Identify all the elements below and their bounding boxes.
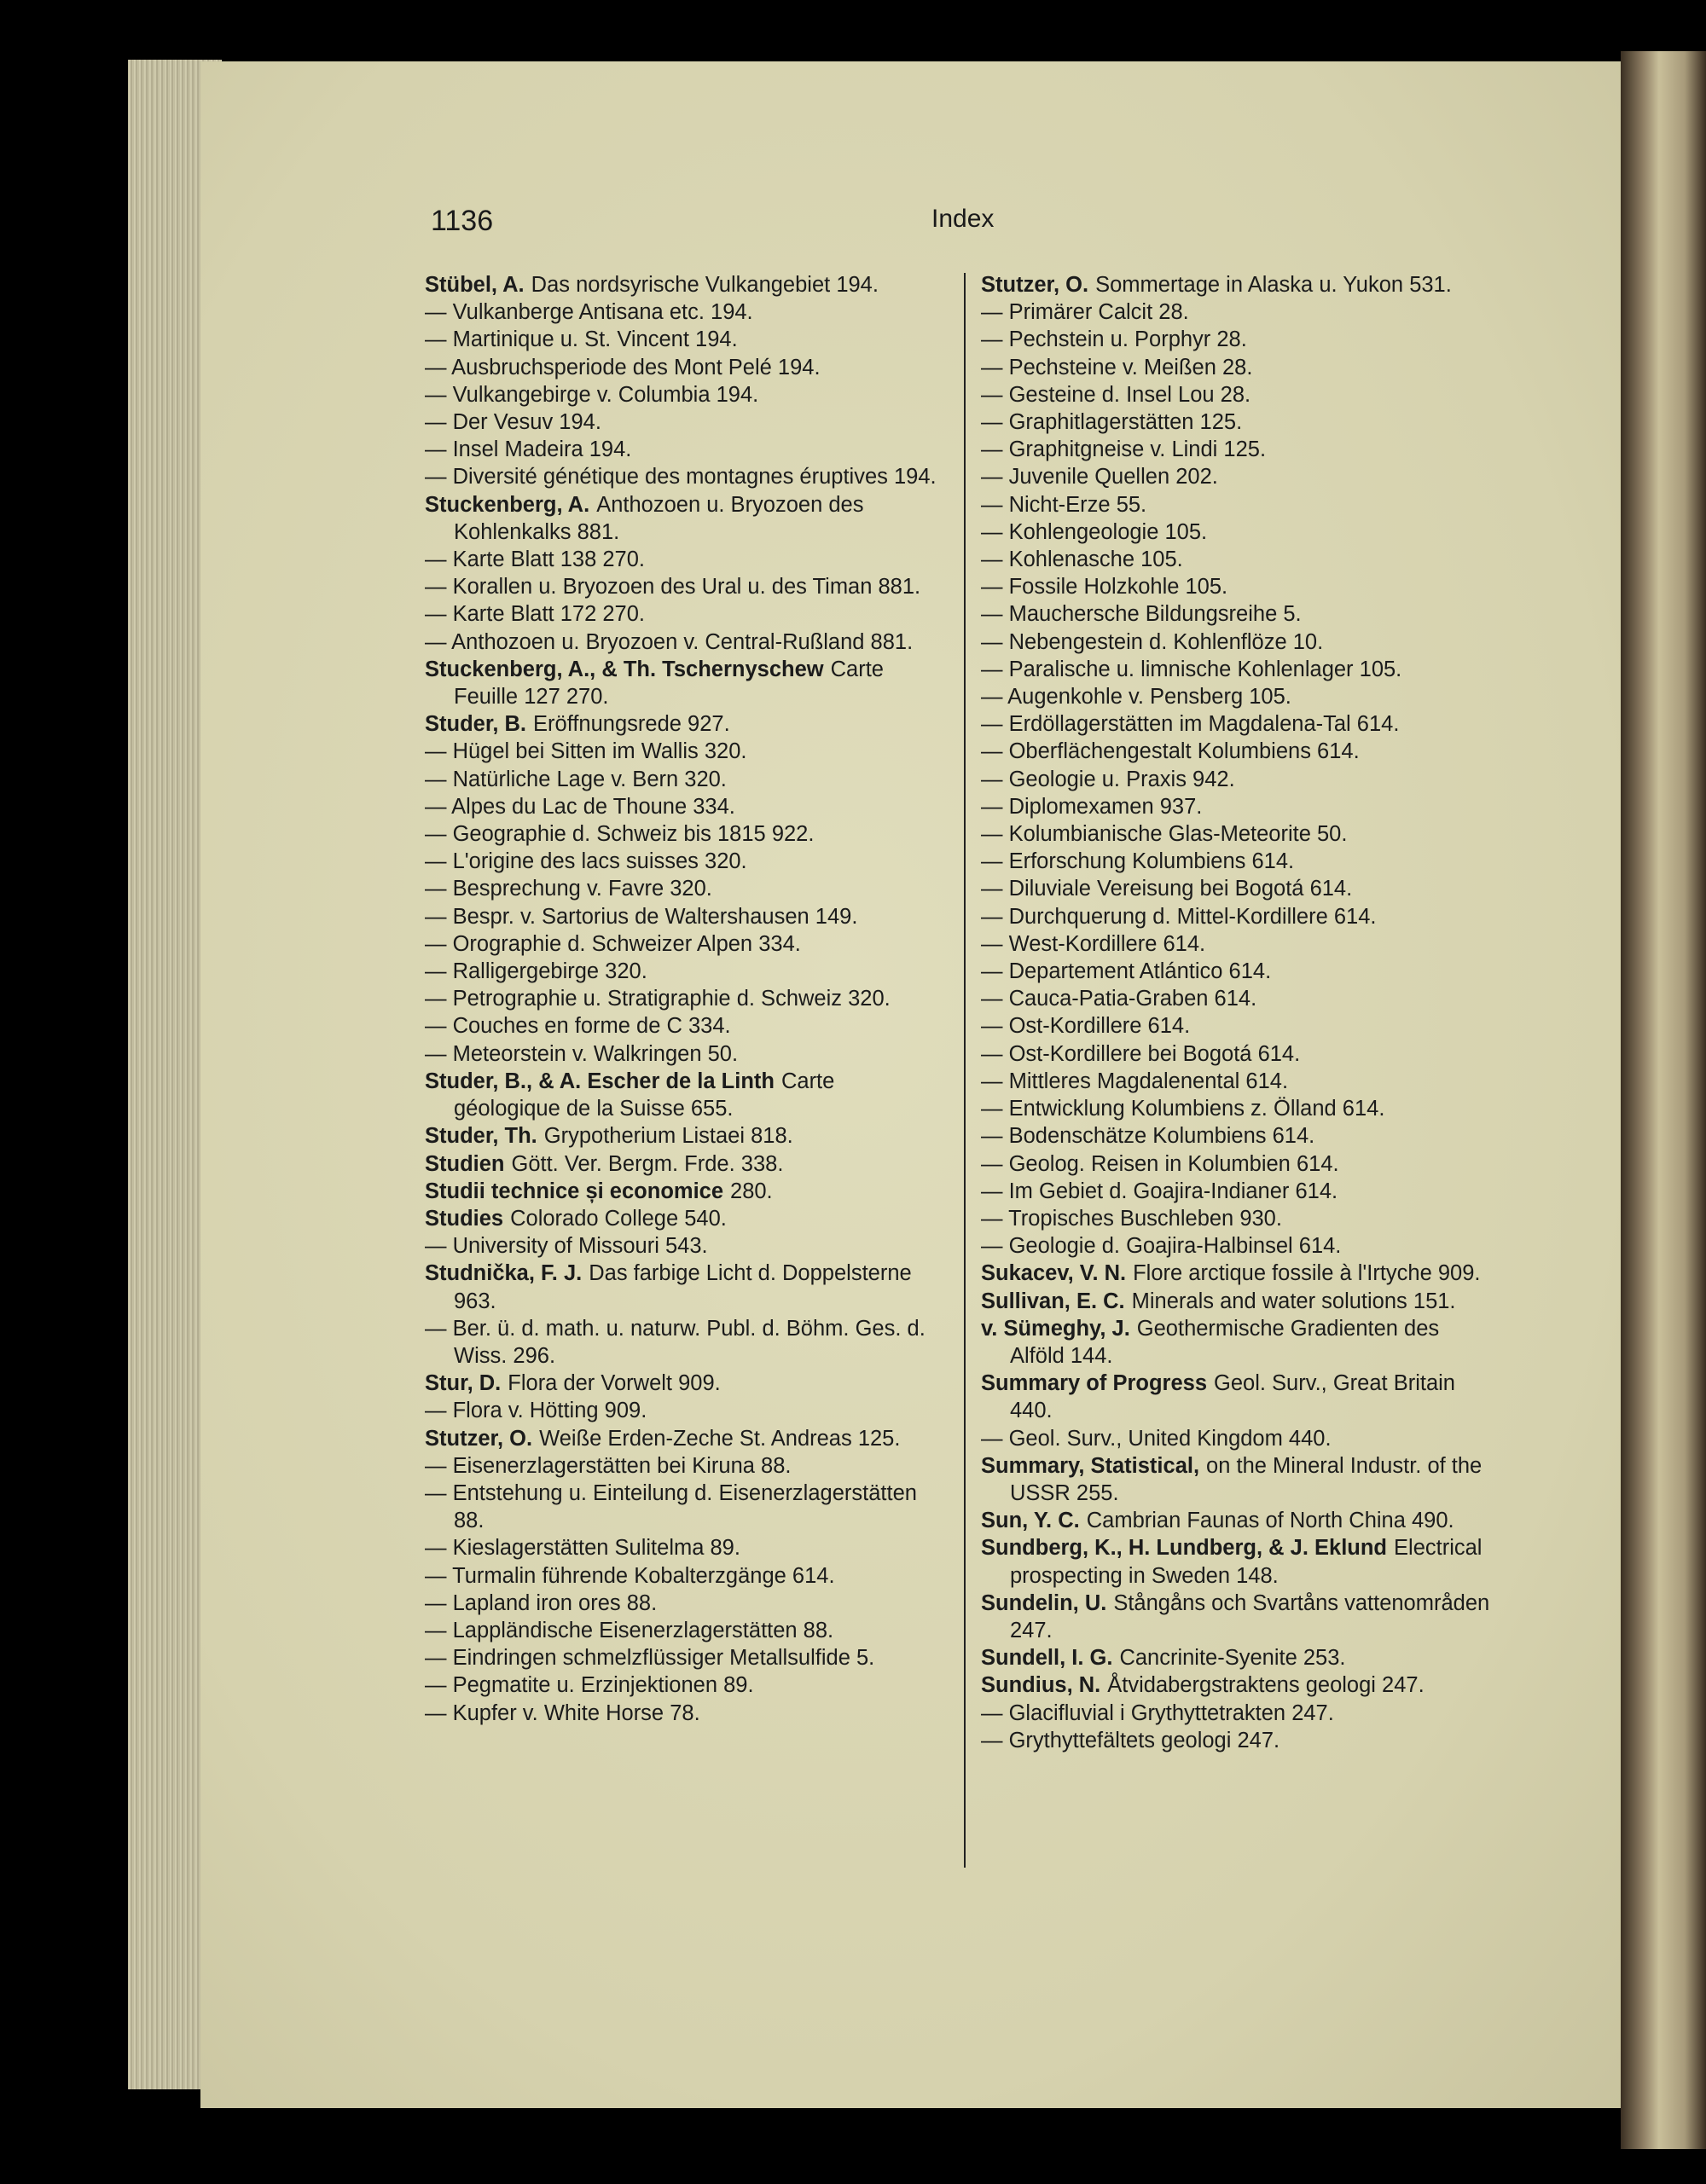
index-entry: [425, 930, 945, 958]
entry-heading: Studies: [425, 1206, 504, 1231]
entry-text: — Nebengestein d. Kohlenflöze 10.: [981, 629, 1324, 654]
index-entry: [425, 600, 945, 628]
entry-text: — Augenkohle v. Pensberg 105.: [981, 685, 1291, 710]
entry-text: — Nicht-Erze 55.: [981, 492, 1147, 517]
entry-text: — Insel Madeira 194.: [425, 437, 632, 462]
index-entry: [425, 710, 945, 738]
entry-text: — Graphitgneise v. Lindi 125.: [981, 437, 1267, 462]
entry-text: — Meteorstein v. Walkringen 50.: [425, 1041, 739, 1066]
entry-text: — Ausbruchsperiode des Mont Pelé 194.: [425, 355, 821, 379]
entry-text: — Eindringen schmelzflüssiger Metallsulfide 5.: [425, 1646, 875, 1671]
index-entry: [425, 1671, 945, 1699]
index-entry: [981, 600, 1497, 628]
entry-text: Flore arctique fossile à l'Irtyche 909.: [1133, 1261, 1481, 1286]
entry-heading: Stutzer, O.: [981, 273, 1089, 297]
entry-text: — Lappländische Eisenerzlagerstätten 88.: [425, 1618, 834, 1642]
entry-text: — Flora v. Hötting 909.: [425, 1399, 647, 1423]
entry-text: — Diversité génétique des montagnes éruptives 194.: [425, 465, 937, 490]
entry-text: — Geolog. Reisen in Kolumbien 614.: [981, 1151, 1339, 1176]
entry-text: — Ralligergebirge 320.: [425, 959, 647, 984]
index-entry: [981, 546, 1497, 573]
index-entry: [981, 903, 1497, 930]
index-entry: [981, 958, 1497, 985]
index-entry: [981, 1150, 1497, 1178]
index-entry: [425, 958, 945, 985]
entry-heading: Stübel, A.: [425, 273, 525, 297]
index-entry: [425, 573, 945, 600]
entry-text: — Alpes du Lac de Thoune 334.: [425, 794, 735, 819]
entry-text: Stångåns och Svartåns vattenområden 247.: [1010, 1590, 1490, 1642]
entry-text: Colorado College 540.: [510, 1206, 727, 1231]
entry-text: Eröffnungsrede 927.: [533, 712, 730, 737]
index-entry: [425, 820, 945, 848]
index-entry: [981, 1590, 1497, 1644]
entry-text: — Geologie u. Praxis 942.: [981, 767, 1235, 791]
entry-heading: Studnička, F. J.: [425, 1261, 583, 1286]
entry-heading: Sullivan, E. C.: [981, 1289, 1125, 1313]
index-entry: [981, 1370, 1497, 1424]
index-entry: [425, 491, 945, 546]
entry-text: — Mittleres Magdalenental 614.: [981, 1069, 1289, 1093]
index-entry: [981, 1700, 1497, 1727]
entry-text: — Martinique u. St. Vincent 194.: [425, 327, 738, 352]
entry-heading: Sun, Y. C.: [981, 1509, 1080, 1533]
index-column-left: [425, 271, 945, 1727]
entry-text: — Graphitlagerstätten 125.: [981, 410, 1243, 435]
index-entry: [981, 848, 1497, 875]
entry-heading: Studien: [425, 1151, 505, 1176]
index-entry: [981, 930, 1497, 958]
entry-text: — West-Kordillere 614.: [981, 931, 1206, 956]
index-entry: [981, 875, 1497, 902]
entry-text: — Ost-Kordillere bei Bogotá 614.: [981, 1041, 1301, 1066]
index-entry: [425, 271, 945, 298]
index-entry: [425, 1068, 945, 1122]
page-number: 1136: [431, 205, 494, 237]
index-entry: [425, 354, 945, 381]
index-entry: [425, 1700, 945, 1727]
entry-text: — Pechsteine v. Meißen 28.: [981, 355, 1253, 379]
index-column-right: [981, 271, 1497, 1754]
entry-text: — Geologie d. Goajira-Halbinsel 614.: [981, 1234, 1342, 1259]
entry-text: — Juvenile Quellen 202.: [981, 465, 1218, 490]
entry-text: — Bodenschätze Kolumbiens 614.: [981, 1124, 1315, 1149]
entry-text: — Im Gebiet d. Goajira-Indianer 614.: [981, 1179, 1338, 1203]
index-entry: [981, 820, 1497, 848]
index-entry: [981, 1425, 1497, 1452]
index-entry: [425, 381, 945, 408]
entry-heading: Studer, Th.: [425, 1124, 537, 1149]
index-entry: [981, 656, 1497, 683]
entry-heading: Studer, B., & A. Escher de la Linth: [425, 1069, 775, 1093]
entry-heading: Sundius, N.: [981, 1673, 1101, 1698]
entry-text: — Departement Atlántico 614.: [981, 959, 1272, 984]
entry-text: — Der Vesuv 194.: [425, 410, 601, 435]
index-entry: [981, 683, 1497, 710]
entry-text: — Korallen u. Bryozoen des Ural u. des Timan 881.: [425, 575, 921, 600]
index-entry: [425, 1205, 945, 1232]
index-entry: [981, 271, 1497, 298]
entry-text: Weiße Erden-Zeche St. Andreas 125.: [539, 1426, 901, 1451]
index-entry: [981, 1095, 1497, 1122]
entry-text: Geothermische Gradienten des Alföld 144.: [1010, 1316, 1440, 1368]
index-entry: [981, 1288, 1497, 1315]
index-entry: [425, 546, 945, 573]
entry-text: — Entstehung u. Einteilung d. Eisenerzlagerstätten 88.: [425, 1480, 917, 1533]
index-entry: [425, 1480, 945, 1534]
index-entry: [981, 381, 1497, 408]
index-entry: [425, 875, 945, 902]
index-entry: [981, 1315, 1497, 1370]
entry-text: — Kohlenasche 105.: [981, 547, 1183, 572]
entry-text: Electrical prospecting in Sweden 148.: [1010, 1536, 1483, 1588]
entry-text: — Karte Blatt 172 270.: [425, 602, 645, 627]
index-entry: [425, 1178, 945, 1205]
entry-text: — Petrographie u. Stratigraphie d. Schweiz 320.: [425, 987, 891, 1011]
index-entry: [425, 766, 945, 793]
entry-heading: Sundberg, K., H. Lundberg, & J. Eklund: [981, 1536, 1388, 1561]
entry-text: Cancrinite-Syenite 253.: [1119, 1646, 1346, 1671]
entry-text: — Diplomexamen 937.: [981, 794, 1203, 819]
entry-heading: Stutzer, O.: [425, 1426, 533, 1451]
entry-text: — Diluviale Vereisung bei Bogotá 614.: [981, 877, 1353, 901]
index-entry: [981, 793, 1497, 820]
index-entry: [425, 1452, 945, 1480]
entry-text: — Kolumbianische Glas-Meteorite 50.: [981, 822, 1348, 847]
entry-text: — Besprechung v. Favre 320.: [425, 877, 712, 901]
running-head: Index: [931, 205, 995, 233]
index-entry: [981, 629, 1497, 656]
index-entry: [981, 408, 1497, 436]
entry-text: Minerals and water solutions 151.: [1131, 1289, 1456, 1313]
entry-text: Geol. Surv., Great Britain 440.: [1010, 1371, 1455, 1423]
entry-text: — Cauca-Patia-Graben 614.: [981, 987, 1257, 1011]
entry-text: — University of Missouri 543.: [425, 1234, 708, 1259]
index-entry: [981, 1122, 1497, 1150]
entry-text: Cambrian Faunas of North China 490.: [1086, 1509, 1454, 1533]
entry-text: 280.: [730, 1179, 773, 1203]
entry-text: — Kohlengeologie 105.: [981, 519, 1208, 544]
index-entry: [981, 354, 1497, 381]
entry-text: — Paralische u. limnische Kohlenlager 105.: [981, 657, 1402, 681]
index-entry: [981, 1012, 1497, 1040]
index-entry: [981, 985, 1497, 1012]
entry-heading: Stuckenberg, A., & Th. Tschernyschew: [425, 657, 824, 681]
index-entry: [425, 738, 945, 765]
entry-heading: Sundelin, U.: [981, 1590, 1107, 1615]
entry-text: Das nordsyrische Vulkangebiet 194.: [531, 273, 879, 297]
index-entry: [981, 1507, 1497, 1534]
index-entry: [981, 436, 1497, 463]
index-entry: [981, 710, 1497, 738]
index-entry: [425, 1260, 945, 1314]
index-entry: [425, 1425, 945, 1452]
entry-heading: Sukacev, V. N.: [981, 1261, 1127, 1286]
entry-text: Åtvidabergstraktens geologi 247.: [1107, 1673, 1425, 1698]
entry-text: Grypotherium Listaei 818.: [543, 1124, 793, 1149]
entry-text: — Kieslagerstätten Sulitelma 89.: [425, 1536, 740, 1561]
index-entry: [981, 738, 1497, 765]
entry-text: — Karte Blatt 138 270.: [425, 547, 645, 572]
index-entry: [425, 1040, 945, 1068]
index-entry: [981, 1232, 1497, 1260]
index-entry: [981, 463, 1497, 490]
index-entry: [425, 848, 945, 875]
entry-text: — Entwicklung Kolumbiens z. Ölland 614.: [981, 1097, 1385, 1121]
index-entry: [981, 1534, 1497, 1589]
index-entry: [981, 1644, 1497, 1671]
entry-text: — Vulkangebirge v. Columbia 194.: [425, 382, 759, 407]
index-entry: [425, 1232, 945, 1260]
index-entry: [981, 1727, 1497, 1754]
entry-text: — Vulkanberge Antisana etc. 194.: [425, 300, 753, 325]
entry-text: — Ber. ü. d. math. u. naturw. Publ. d. Böhm. Ges. d. Wiss. 296.: [425, 1316, 926, 1368]
entry-text: — Eisenerzlagerstätten bei Kiruna 88.: [425, 1453, 792, 1478]
entry-text: — Ost-Kordillere 614.: [981, 1014, 1191, 1039]
entry-text: — Pegmatite u. Erzinjektionen 89.: [425, 1673, 754, 1698]
entry-heading: Studii technice și economice: [425, 1179, 724, 1203]
entry-text: — Turmalin führende Kobalterzgänge 614.: [425, 1563, 835, 1588]
index-entry: [981, 1452, 1497, 1507]
index-entry: [981, 573, 1497, 600]
entry-heading: Sundell, I. G.: [981, 1646, 1113, 1671]
book-gutter: [1621, 51, 1706, 2149]
index-entry: [981, 1040, 1497, 1068]
entry-text: — Couches en forme de C 334.: [425, 1014, 731, 1039]
entry-text: — Anthozoen u. Bryozoen v. Central-Rußland 881.: [425, 629, 914, 654]
index-entry: [425, 298, 945, 326]
entry-heading: Summary of Progress: [981, 1371, 1208, 1396]
entry-text: — Erdöllagerstätten im Magdalena-Tal 614.: [981, 712, 1400, 737]
index-entry: [981, 298, 1497, 326]
entry-text: — L'origine des lacs suisses 320.: [425, 849, 747, 874]
entry-text: — Glacifluvial i Grythyttetrakten 247.: [981, 1700, 1334, 1725]
entry-text: — Erforschung Kolumbiens 614.: [981, 849, 1295, 874]
entry-heading: v. Sümeghy, J.: [981, 1316, 1130, 1341]
index-entry: [425, 1534, 945, 1561]
entry-heading: Stur, D.: [425, 1371, 502, 1396]
index-entry: [981, 326, 1497, 353]
entry-text: Sommertage in Alaska u. Yukon 531.: [1095, 273, 1452, 297]
entry-text: — Mauchersche Bildungsreihe 5.: [981, 602, 1302, 627]
entry-heading: Summary, Statistical,: [981, 1453, 1200, 1478]
index-entry: [425, 1644, 945, 1671]
entry-text: — Primärer Calcit 28.: [981, 300, 1189, 325]
index-entry: [425, 1012, 945, 1040]
entry-text: Gött. Ver. Bergm. Frde. 338.: [511, 1151, 784, 1176]
entry-text: Anthozoen u. Bryozoen des Kohlenkalks 881.: [454, 492, 864, 544]
index-entry: [981, 766, 1497, 793]
index-entry: [425, 1617, 945, 1644]
index-entry: [981, 1068, 1497, 1095]
index-entry: [425, 1590, 945, 1617]
entry-text: — Grythyttefältets geologi 247.: [981, 1728, 1280, 1752]
entry-text: — Geol. Surv., United Kingdom 440.: [981, 1426, 1332, 1451]
entry-text: — Bespr. v. Sartorius de Waltershausen 149.: [425, 904, 858, 929]
index-entry: [425, 1397, 945, 1424]
index-entry: [425, 463, 945, 490]
index-entry: [981, 1671, 1497, 1699]
entry-text: — Geographie d. Schweiz bis 1815 922.: [425, 822, 815, 847]
index-entry: [425, 793, 945, 820]
index-entry: [425, 1315, 945, 1370]
entry-heading: Stuckenberg, A.: [425, 492, 590, 517]
index-entry: [425, 1562, 945, 1590]
entry-text: on the Mineral Industr. of the USSR 255.: [1010, 1453, 1483, 1505]
entry-text: Flora der Vorwelt 909.: [508, 1371, 721, 1396]
entry-text: — Pechstein u. Porphyr 28.: [981, 327, 1247, 352]
index-entry: [425, 985, 945, 1012]
entry-text: — Hügel bei Sitten im Wallis 320.: [425, 739, 747, 764]
column-rule: [964, 273, 966, 1868]
index-entry: [425, 656, 945, 710]
index-entry: [981, 1205, 1497, 1232]
entry-text: — Oberflächengestalt Kolumbiens 614.: [981, 739, 1360, 764]
index-entry: [981, 1260, 1497, 1287]
entry-text: Das farbige Licht d. Doppelsterne 963.: [454, 1261, 912, 1313]
index-entry: [981, 1178, 1497, 1205]
entry-text: — Durchquerung d. Mittel-Kordillere 614.: [981, 904, 1377, 929]
entry-text: — Fossile Holzkohle 105.: [981, 575, 1228, 600]
entry-text: — Orographie d. Schweizer Alpen 334.: [425, 931, 801, 956]
index-entry: [425, 326, 945, 353]
index-entry: [425, 1370, 945, 1397]
entry-heading: Studer, B.: [425, 712, 527, 737]
entry-text: Carte géologique de la Suisse 655.: [454, 1069, 835, 1121]
entry-text: — Natürliche Lage v. Bern 320.: [425, 767, 727, 791]
index-entry: [981, 518, 1497, 546]
index-entry: [425, 903, 945, 930]
entry-text: — Gesteine d. Insel Lou 28.: [981, 382, 1251, 407]
index-entry: [425, 629, 945, 656]
index-entry: [425, 436, 945, 463]
entry-text: — Lapland iron ores 88.: [425, 1590, 658, 1615]
index-entry: [425, 1122, 945, 1150]
entry-text: — Tropisches Buschleben 930.: [981, 1206, 1282, 1231]
index-entry: [425, 1150, 945, 1178]
entry-text: — Kupfer v. White Horse 78.: [425, 1700, 700, 1725]
index-entry: [425, 408, 945, 436]
entry-text: Carte Feuille 127 270.: [454, 657, 884, 710]
index-entry: [981, 491, 1497, 518]
